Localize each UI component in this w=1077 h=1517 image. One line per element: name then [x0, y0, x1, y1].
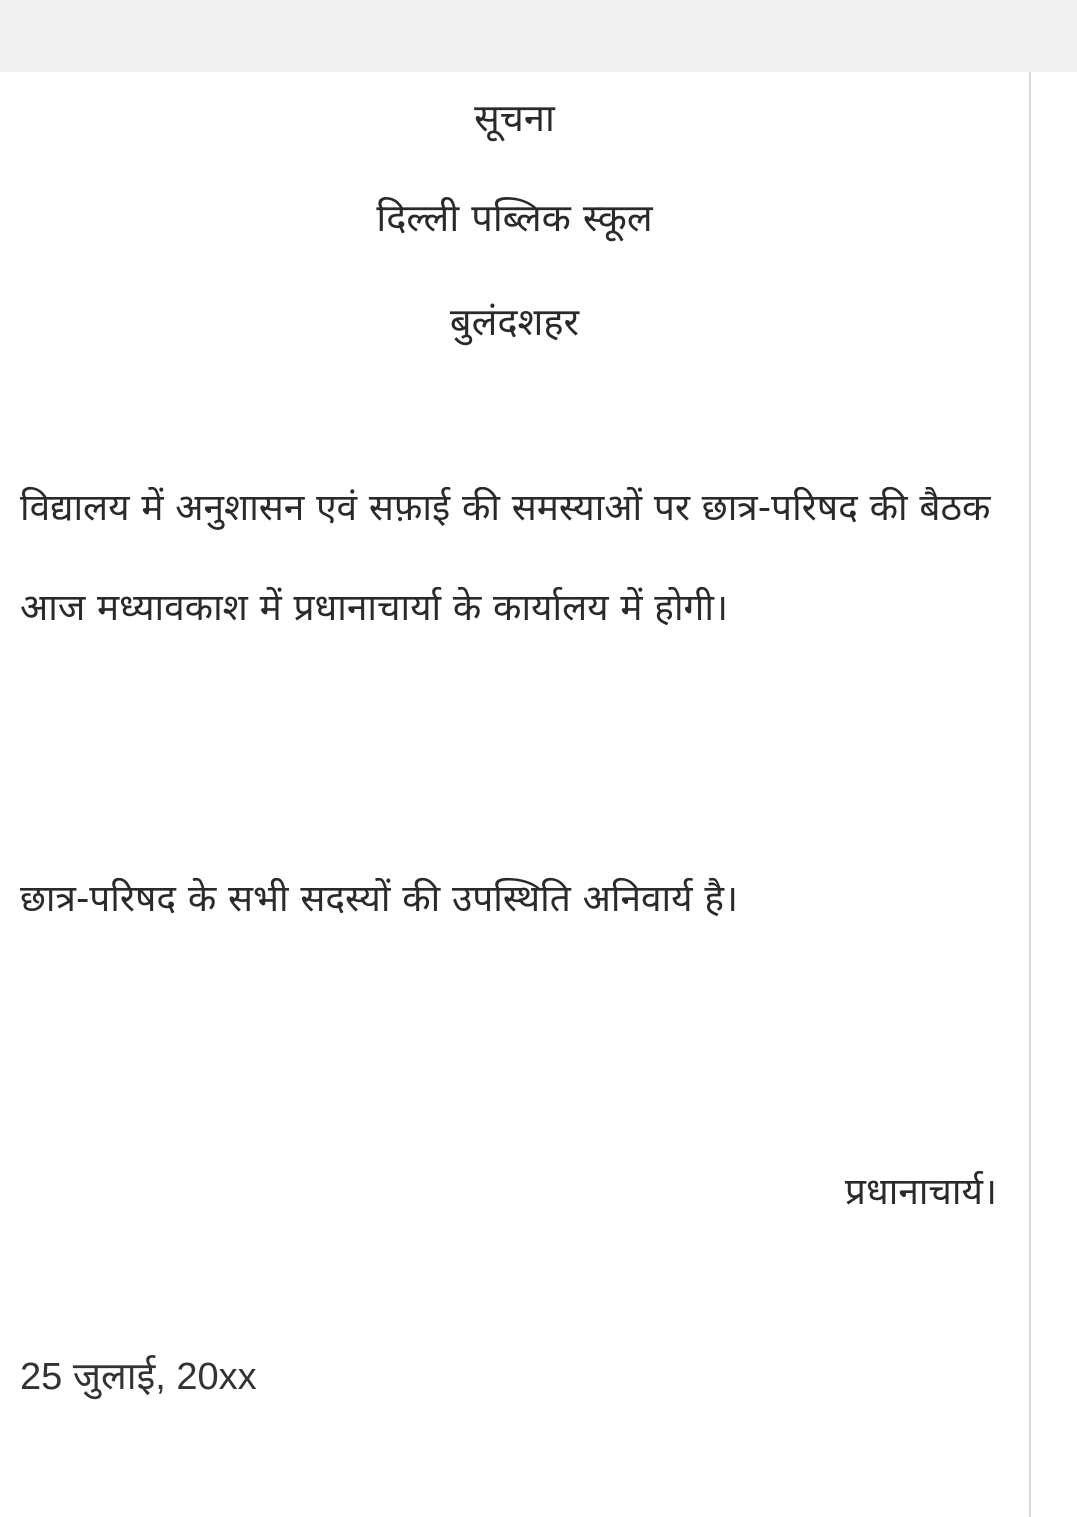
signatory: प्रधानाचार्य।	[844, 1170, 997, 1213]
notice-title: सूचना	[474, 96, 555, 140]
notice-date: 25 जुलाई, 20xx	[20, 1356, 257, 1398]
notice-attendance-paragraph: छात्र-परिषद के सभी सदस्यों की उपस्थिति अनिवार्य है।	[20, 877, 739, 920]
page-edge-divider	[1029, 72, 1031, 1517]
top-margin-band	[0, 0, 1077, 72]
notice-body-paragraph: विद्यालय में अनुशासन एवं सफ़ाई की समस्याओं पर छात्र-परिषद की बैठक आज मध्यावकाश में प्रधानाचार्या के कार्यालय में होगी।	[20, 486, 991, 629]
school-name: दिल्ली पब्लिक स्कूल	[376, 196, 653, 240]
school-city: बुलंदशहर	[449, 300, 580, 344]
notice-document	[0, 72, 1029, 1517]
